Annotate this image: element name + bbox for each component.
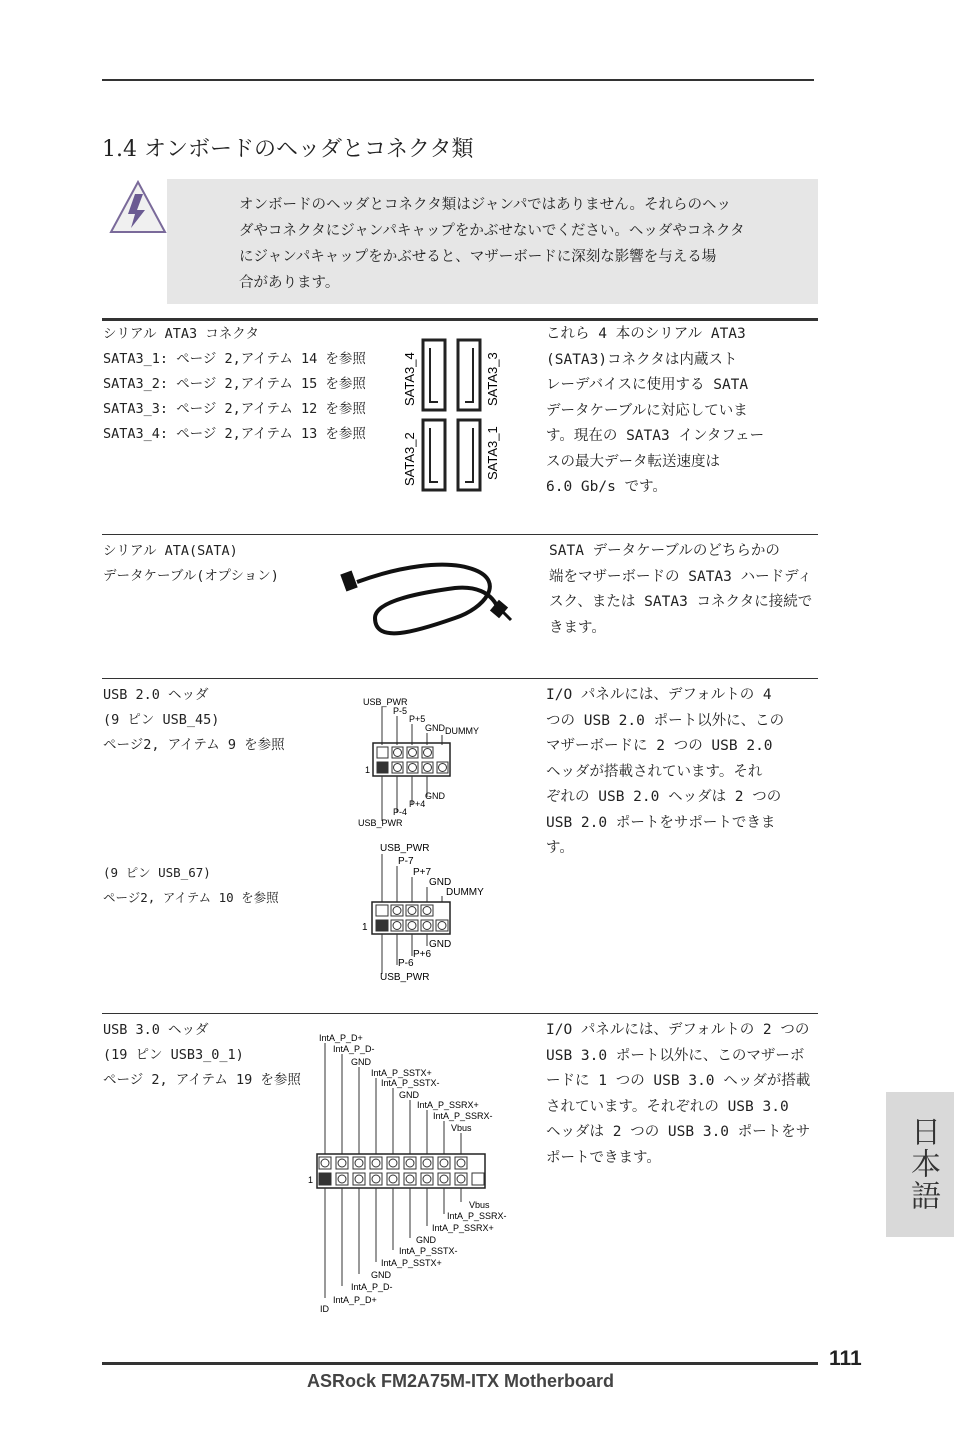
- desc-line: レーデバイスに使用する SATA: [546, 377, 749, 393]
- desc-line: (SATA3)コネクタは内蔵スト: [546, 351, 738, 368]
- sata3-1-label: SATA3_1: [485, 426, 500, 480]
- desc-line: SATA データケーブルのどちらかの: [549, 543, 780, 559]
- d1-p-plus: P+5: [409, 714, 426, 724]
- usb30-top-label: IntA_P_D-: [333, 1044, 375, 1054]
- warning-note-text: [239, 192, 759, 296]
- d2-p-plus: P+7: [413, 867, 432, 878]
- usb20-title: USB 2.0 ヘッダ: [103, 687, 209, 703]
- d1-usb-pwr-bottom: USB_PWR: [358, 818, 403, 828]
- desc-line: ードに 1 つの USB 3.0 ヘッダが搭載: [546, 1073, 811, 1089]
- desc-line: ポートできます。: [546, 1149, 661, 1166]
- usb30-header-diagram: [305, 1028, 535, 1318]
- usb20-section: [103, 683, 285, 758]
- usb30-top-label: Vbus: [451, 1123, 472, 1133]
- usb30-top-label: IntA_P_SSRX-: [433, 1111, 493, 1121]
- desc-line: 6.0 Gb/s です。: [546, 479, 667, 495]
- sata3-connectors-diagram: [398, 334, 508, 494]
- usb30-bottom-label: IntA_P_D-: [351, 1282, 393, 1292]
- d1-gnd-bottom: GND: [425, 791, 445, 801]
- cable-title-line: データケーブル(オプション): [103, 568, 279, 584]
- d2-pin1: 1: [362, 922, 368, 933]
- usb20-header1-diagram: [355, 693, 515, 831]
- section-divider: [102, 318, 818, 321]
- usb30-bottom-label: GND: [371, 1270, 391, 1280]
- d2-p-plus-bottom: P+6: [413, 949, 432, 960]
- d2-gnd: GND: [429, 877, 452, 888]
- section-heading: 1.4 オンボードのヘッダとコネクタ類: [102, 137, 474, 162]
- usb30-top-label: IntA_P_D+: [319, 1033, 363, 1043]
- usb20-header1-line: ページ2, アイテム 9 を参照: [103, 737, 285, 753]
- cable-title-line: シリアル ATA(SATA): [103, 543, 238, 559]
- sata-cable-image: [335, 548, 525, 648]
- desc-line: 端をマザーボードの SATA3 ハードディ: [549, 568, 812, 585]
- desc-line: これら 4 本のシリアル ATA3: [546, 326, 746, 342]
- usb30-top-label: IntA_P_SSTX-: [381, 1078, 440, 1088]
- sata3-ref: SATA3_4: ページ 2,アイテム 13 を参照: [103, 426, 366, 442]
- sata3-ref: SATA3_2: ページ 2,アイテム 15 を参照: [103, 376, 366, 392]
- sata3-ref: SATA3_3: ページ 2,アイテム 12 を参照: [103, 401, 366, 417]
- usb30-bottom-label: IntA_P_D+: [333, 1295, 377, 1305]
- sata3-section: [103, 322, 366, 447]
- usb30-bottom-label: IntA_P_SSRX+: [432, 1223, 494, 1233]
- usb20-description: [546, 683, 784, 862]
- warning-lightning-icon: [107, 178, 169, 236]
- usb30-top-label: IntA_P_SSTX+: [371, 1068, 432, 1078]
- desc-line: ぞれの USB 2.0 ヘッダは 2 つの: [546, 789, 782, 805]
- section-divider: [102, 678, 818, 679]
- desc-line: I/O パネルには、デフォルトの 4: [546, 687, 772, 703]
- d2-dummy: DUMMY: [446, 887, 484, 898]
- d2-gnd-bottom: GND: [429, 939, 452, 950]
- desc-line: ヘッダが搭載されています。それ: [546, 763, 763, 780]
- usb30-bottom-label: IntA_P_SSTX+: [381, 1258, 442, 1268]
- top-rule: [102, 79, 814, 81]
- usb30-description: [546, 1018, 810, 1171]
- d1-gnd: GND: [425, 723, 445, 733]
- desc-line: す。: [546, 840, 574, 856]
- usb30-bottom-label: Vbus: [469, 1200, 490, 1210]
- usb30-top-label: GND: [399, 1090, 419, 1100]
- desc-line: ヘッダは 2 つの USB 3.0 ポートをサ: [546, 1124, 811, 1140]
- cable-description: [549, 539, 812, 641]
- footer-title: ASRock FM2A75M-ITX Motherboard: [307, 1371, 615, 1391]
- d1-usb-pwr: USB_PWR: [363, 697, 408, 707]
- note-line: ダやコネクタにジャンパキャップをかぶせないでください。ヘッダやコネクタ: [239, 223, 745, 239]
- d1-p-minus: P-5: [393, 706, 408, 716]
- page-number: 111: [829, 1347, 862, 1370]
- d2-p-minus-bottom: P-6: [398, 958, 414, 969]
- sata3-4-label: SATA3_4: [402, 352, 417, 406]
- desc-line: I/O パネルには、デフォルトの 2 つの: [546, 1022, 810, 1038]
- usb20-header1-line: (9 ピン USB_45): [103, 712, 220, 728]
- usb20-header2-line: ページ2, アイテム 10 を参照: [103, 890, 279, 905]
- footer-rule: [102, 1362, 818, 1365]
- d1-p-plus-bottom: P+4: [409, 799, 426, 809]
- desc-line: マザーボードに 2 つの USB 2.0: [546, 738, 773, 754]
- note-line: オンボードのヘッダとコネクタ類はジャンパではありません。それらのヘッ: [239, 197, 731, 213]
- usb30-bottom-label: GND: [416, 1235, 436, 1245]
- section-divider: [102, 534, 818, 535]
- usb30-bottom-label: ID: [320, 1304, 329, 1314]
- usb20-header2-diagram: [358, 838, 518, 986]
- usb30-bottom-label: IntA_P_SSTX-: [399, 1246, 458, 1256]
- d1-pin1: 1: [365, 765, 371, 775]
- desc-line: されています。それぞれの USB 3.0: [546, 1098, 789, 1115]
- sata3-description: [546, 322, 764, 501]
- d2-p-minus: P-7: [398, 856, 414, 867]
- usb30-title: USB 3.0 ヘッダ: [103, 1022, 209, 1038]
- desc-line: データケーブルに対応していま: [546, 402, 748, 419]
- section-divider: [102, 1013, 818, 1014]
- sata3-2-label: SATA3_2: [402, 432, 417, 486]
- language-side-tab: [886, 1092, 954, 1237]
- desc-line: スク、または SATA3 コネクタに接続で: [549, 594, 813, 610]
- usb20-header2-line: (9 ピン USB_67): [103, 865, 211, 880]
- desc-line: USB 3.0 ポート以外に、このマザーボ: [546, 1047, 805, 1064]
- note-line: 合があります。: [239, 275, 340, 291]
- usb20-header2-info: [103, 860, 279, 910]
- usb30-top-label: GND: [351, 1057, 371, 1067]
- usb30-sub-line: ページ 2, アイテム 19 を参照: [103, 1072, 301, 1088]
- desc-line: つの USB 2.0 ポート以外に、この: [546, 712, 785, 729]
- usb30-sub-line: (19 ピン USB3_0_1): [103, 1047, 244, 1063]
- desc-line: す。現在の SATA3 インタフェー: [546, 428, 765, 444]
- usb30-section: [103, 1018, 301, 1093]
- d1-p-minus-bottom: P-4: [393, 807, 408, 817]
- d2-usb-pwr-bottom: USB_PWR: [380, 972, 430, 983]
- sata3-3-label: SATA3_3: [485, 352, 500, 406]
- desc-line: USB 2.0 ポートをサポートできま: [546, 814, 776, 831]
- usb30-bottom-label: IntA_P_SSRX-: [447, 1211, 507, 1221]
- d2-usb-pwr: USB_PWR: [380, 843, 430, 854]
- language-tab-label: 日本語: [905, 1116, 940, 1212]
- note-line: にジャンパキャップをかぶせると、マザーボードに深刻な影響を与える場: [239, 249, 717, 265]
- desc-line: スの最大データ転送速度は: [546, 453, 720, 470]
- desc-line: きます。: [549, 619, 606, 636]
- usb30-top-label: IntA_P_SSRX+: [417, 1100, 479, 1110]
- cable-section: [103, 539, 279, 589]
- d1-dummy: DUMMY: [445, 726, 479, 736]
- sata3-ref: SATA3_1: ページ 2,アイテム 14 を参照: [103, 351, 366, 367]
- usb30-pin1: 1: [308, 1175, 314, 1185]
- sata3-title: シリアル ATA3 コネクタ: [103, 326, 259, 342]
